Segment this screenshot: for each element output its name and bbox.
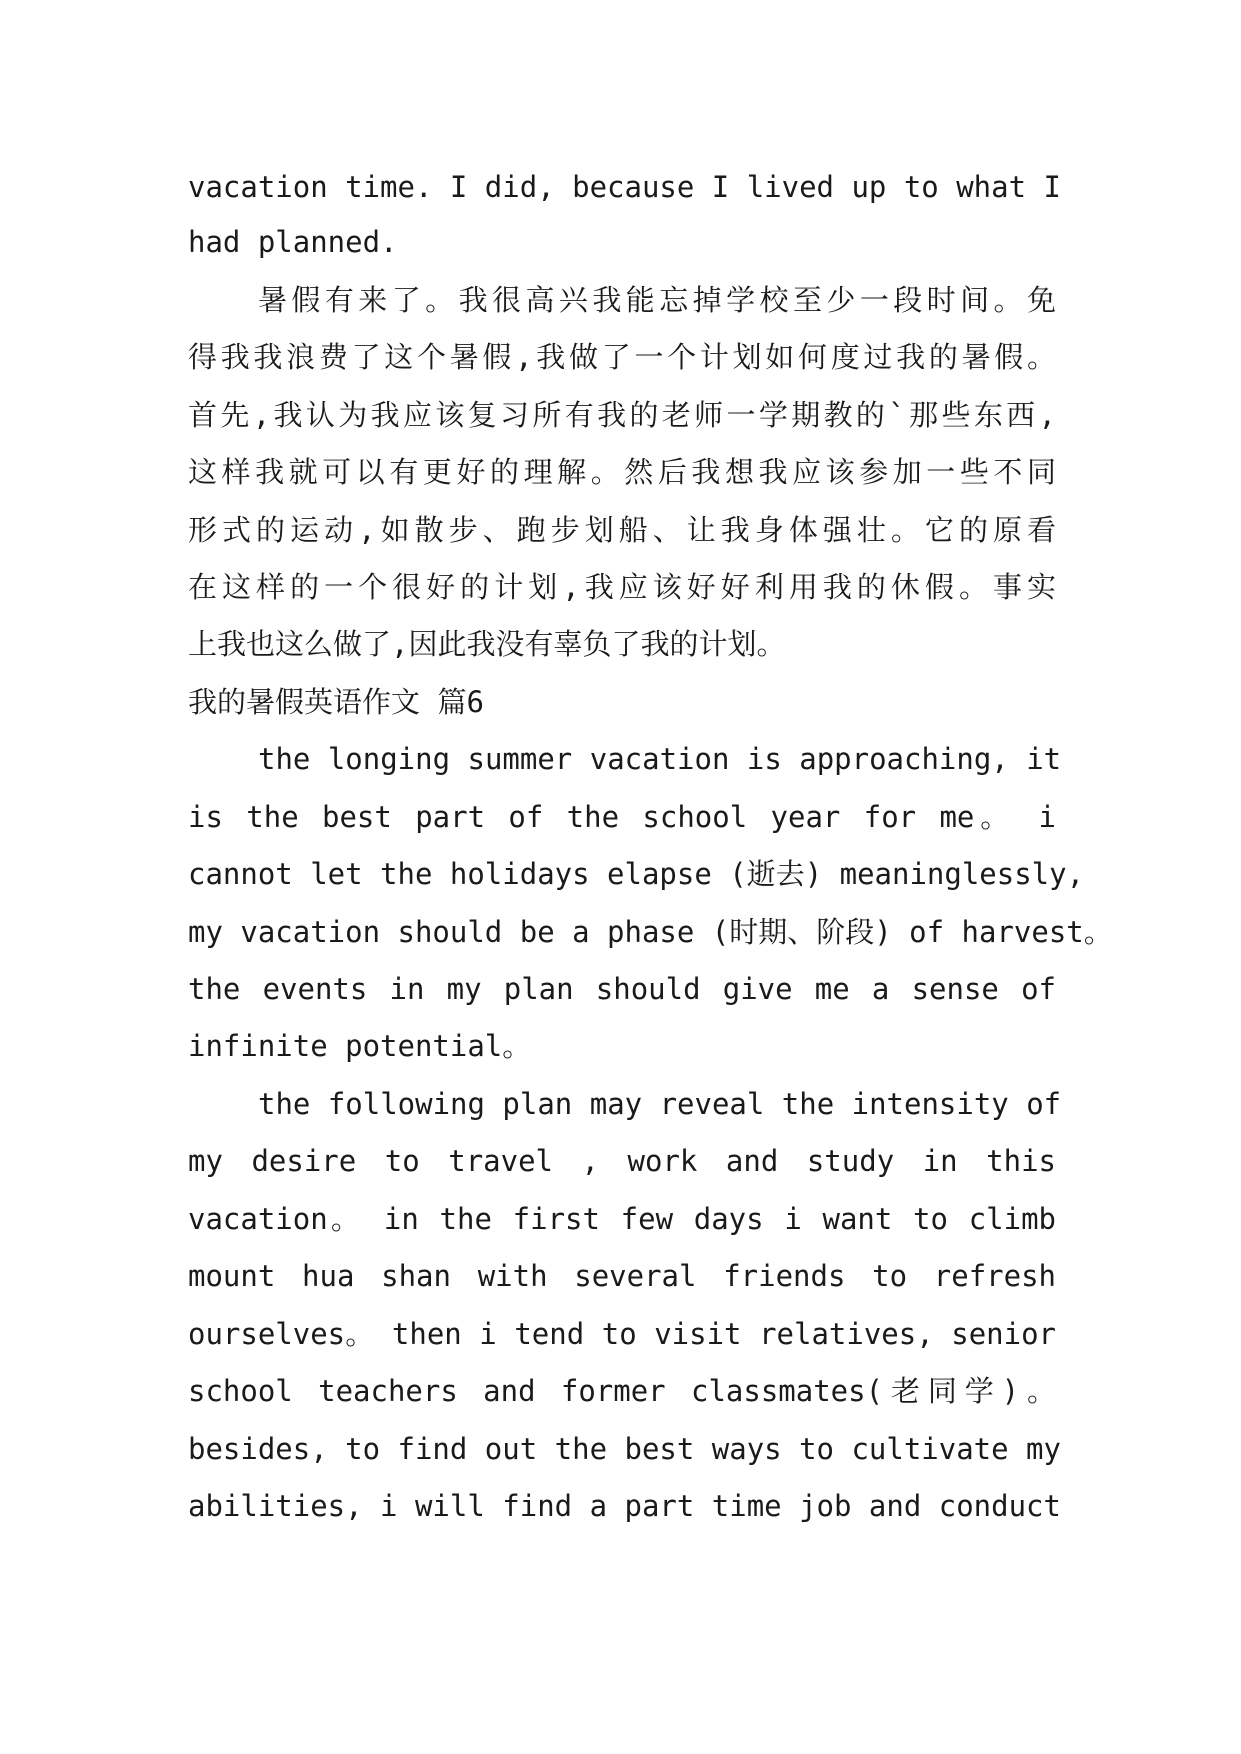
- section-heading: 我的暑假英语作文 篇6: [188, 685, 484, 719]
- text-line: is the best part of the school year for me。 i: [188, 800, 1056, 834]
- text-line: mount hua shan with several friends to refresh: [188, 1259, 1056, 1293]
- text-line: cannot let the holidays elapse (逝去) meaninglessly,: [188, 857, 1085, 891]
- text-line: the events in my plan should give me a sense of: [188, 972, 1056, 1006]
- text-line: infinite potential。: [188, 1029, 532, 1063]
- text-line: my vacation should be a phase (时期、阶段) of harvest。: [188, 915, 1113, 949]
- text-line: 这样我就可以有更好的理解。然后我想我应该参加一些不同: [188, 455, 1056, 489]
- text-line: the longing summer vacation is approaching, it: [258, 742, 1062, 776]
- text-line: 首先,我认为我应该复习所有我的老师一学期教的`那些东西,: [188, 398, 1056, 432]
- text-line: 形式的运动,如散步、跑步划船、让我身体强壮。它的原看: [188, 513, 1056, 547]
- text-line: besides, to find out the best ways to cultivate my: [188, 1432, 1061, 1466]
- text-line: 暑假有来了。我很高兴我能忘掉学校至少一段时间。免: [258, 283, 1056, 317]
- text-line: vacation。 in the first few days i want to climb: [188, 1202, 1056, 1236]
- text-line: 得我我浪费了这个暑假,我做了一个计划如何度过我的暑假。: [188, 340, 1056, 374]
- text-line: vacation time. I did, because I lived up to what I: [188, 170, 1061, 204]
- text-line: school teachers and former classmates(老同学)。: [188, 1374, 1056, 1408]
- text-line: had planned.: [188, 225, 398, 259]
- text-line: the following plan may reveal the intensity of: [258, 1087, 1062, 1121]
- text-line: my desire to travel , work and study in this: [188, 1144, 1056, 1178]
- text-line: 在这样的一个很好的计划,我应该好好利用我的休假。事实: [188, 570, 1056, 604]
- text-line: 上我也这么做了,因此我没有辜负了我的计划。: [188, 627, 786, 661]
- text-line: abilities, i will find a part time job and conduct: [188, 1489, 1061, 1523]
- text-line: ourselves。 then i tend to visit relatives, senior: [188, 1317, 1056, 1351]
